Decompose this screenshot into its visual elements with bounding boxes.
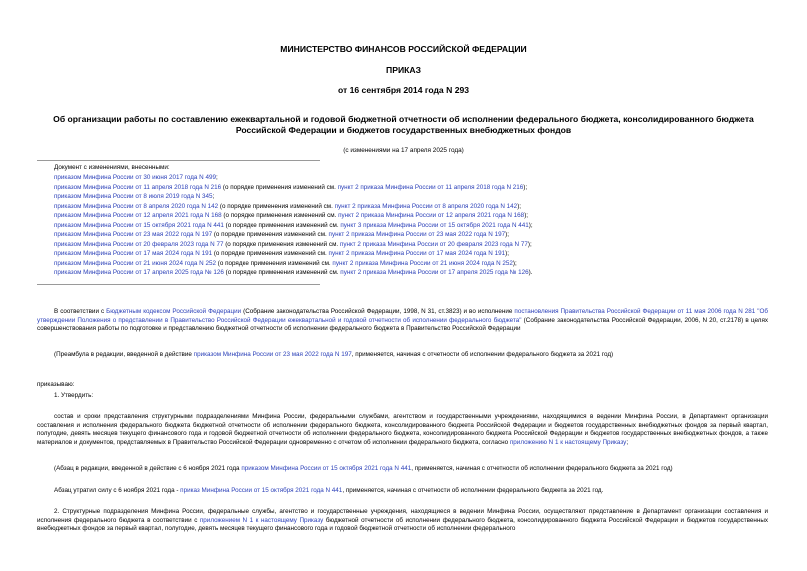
order-441-repeal-link[interactable]: приказ Минфина России от 15 октября 2021 года N 441: [180, 487, 343, 494]
change-application-link[interactable]: пункт 2 приказа Минфина России от 23 мая 2022 года N 197: [328, 231, 506, 238]
order-197-link[interactable]: приказом Минфина России от 23 мая 2022 года N 197: [193, 351, 352, 358]
item-1-heading: 1. Утвердить:: [54, 392, 94, 399]
preamble-edit-note: (Преамбула в редакции, введенной в действие приказом Минфина России от 23 мая 2022 года N 197, применяется, начиная с отчетности об исполнении федерального бюджета за 2021 год): [54, 351, 614, 358]
preamble-paragraph: В соответствии с Бюджетным кодексом Российской Федерации (Собрание законодательства Российской Федерации, 1998, N 31, ст.3823) и во исполнение постановления Правительства Российской Федерации от 11 мая 2006 года N 281 "Об утверждении Положения о представлении в Правительство Российской Федерации ежеквартальной и годовой отчетности об исполнении федерального бюджета" (Собрание законодательства Российской Федерации, 2006, N 20, ст.2178) в целях совершенствования работы по подготовке и представлению бюджетной отчетности об исполнении федерального бюджета в Правительство Российской Федерации: [37, 308, 769, 333]
change-application-link[interactable]: пункт 2 приказа Минфина России от 20 февраля 2023 года N 77: [339, 240, 528, 248]
change-item: приказом Минфина России от 17 апреля 2025 года № 126 (о порядке применения изменений см. пункт 2 приказа Минфина России от 17 апреля 2025 года № 126).: [54, 269, 533, 276]
government-decree-link[interactable]: постановления Правительства Российской Федерации от 11 мая 2006 года N 281 "Об утверждении Положения о представлении в Правительство Российской Федерации ежеквартальной и годовой отчетности об исполнении федерального бюджета": [37, 308, 768, 324]
change-application-link[interactable]: пункт 2 приказа Минфина России от 11 апреля 2018 года N 216: [337, 183, 524, 191]
change-application-link[interactable]: пункт 2 приказа Минфина России от 21 июня 2024 года N 252: [332, 259, 513, 267]
divider-bottom: [37, 284, 320, 285]
order-word: приказываю:: [37, 381, 75, 388]
change-link[interactable]: приказом Минфина России от 15 октября 2021 года N 441: [54, 221, 224, 229]
change-link[interactable]: приказом Минфина России от 21 июня 2024 года N 252: [54, 259, 216, 267]
change-link[interactable]: приказом Минфина России от 12 апреля 2021 года N 168: [54, 212, 222, 219]
change-item: приказом Минфина России от 11 апреля 2018 года N 216 (о порядке применения изменений см. пункт 2 приказа Минфина России от 11 апреля 2018 года N 216);: [54, 183, 528, 191]
change-item: приказом Минфина России от 30 июня 2017 года N 499;: [54, 174, 218, 181]
order-441-link[interactable]: приказом Минфина России от 15 октября 2021 года N 441: [241, 465, 412, 472]
change-link[interactable]: приказом Минфина России от 17 апреля 2025 года № 126: [54, 269, 224, 276]
revision-note: (с изменениями на 17 апреля 2025 года): [343, 147, 464, 154]
change-item: приказом Минфина России от 17 мая 2024 года N 191 (о порядке применения изменений см. пункт 2 приказа Минфина России от 17 мая 2024 года N 191);: [54, 250, 509, 257]
change-item: приказом Минфина России от 23 мая 2022 года N 197 (о порядке применения изменений см. пункт 2 приказа Минфина России от 23 мая 2022 года N 197);: [54, 231, 509, 238]
change-application-link[interactable]: пункт 2 приказа Минфина России от 17 мая 2024 года N 191: [328, 250, 506, 257]
change-link[interactable]: приказом Минфина России от 8 июля 2019 года N 345: [54, 193, 213, 200]
change-link[interactable]: приказом Минфина России от 11 апреля 2018 года N 216: [54, 183, 222, 191]
change-item: приказом Минфина России от 8 апреля 2020 года N 142 (о порядке применения изменений см. пункт 2 приказа Минфина России от 8 апреля 2020 года N 142);: [54, 202, 522, 210]
doc-title-line-1: Об организации работы по составлению ежеквартальной и годовой бюджетной отчетности об исполнении федерального бюджета, консолидированного бюджета: [53, 114, 754, 124]
divider-top: [37, 160, 320, 161]
change-item: приказом Минфина России от 12 апреля 2021 года N 168 (о порядке применения изменений см. пункт 2 приказа Минфина России от 12 апреля 2021 года N 168);: [54, 212, 529, 219]
appendix-1-link-2[interactable]: приложением N 1 к настоящему Приказу: [199, 516, 324, 524]
change-application-link[interactable]: пункт 2 приказа Минфина России от 17 апреля 2025 года № 126: [340, 269, 529, 276]
changes-intro: Документ с изменениями, внесенными:: [54, 164, 170, 171]
change-link[interactable]: приказом Минфина России от 20 февраля 2023 года N 77: [54, 240, 224, 248]
change-link[interactable]: приказом Минфина России от 8 апреля 2020 года N 142: [54, 202, 219, 210]
item-1-edit-note: (Абзац в редакции, введенной в действие с 6 ноября 2021 года приказом Минфина России от 15 октября 2021 года N 441, применяется, начиная с отчетности об исполнении федерального бюджета за 2021 год): [54, 465, 673, 472]
appendix-1-link[interactable]: приложению N 1 к настоящему Приказу: [509, 438, 627, 446]
item-2-paragraph: 2. Структурные подразделения Минфина России, федеральные службы, агентство и государственные учреждения, находящиеся в ведении Минфина России, осуществляют представление в Департамент организации составления и исполнения федерального бюджета в соответствии с приложением N 1 к настоящему Приказу бюджетной отчетности об исполнении федерального бюджета, консолидированного бюджета Российской Федерации и бюджетов государственных внебюджетных фондов за первый квартал, полугодие, девять месяцев текущего финансового года и годовой бюджетной отчетности об исполнении федерального: [37, 508, 769, 533]
change-link[interactable]: приказом Минфина России от 30 июня 2017 года N 499: [54, 174, 216, 181]
change-application-link[interactable]: пункт 3 приказа Минфина России от 15 октября 2021 года N 441: [340, 221, 529, 229]
ministry-heading: МИНИСТЕРСТВО ФИНАНСОВ РОССИЙСКОЙ ФЕДЕРАЦИИ: [280, 44, 527, 54]
repealed-paragraph-note: Абзац утратил силу с 6 ноября 2021 года - приказ Минфина России от 15 октября 2021 года N 441, применяется, начиная с отчетности об исполнении федерального бюджета за 2021 год.: [54, 487, 604, 494]
budget-code-link[interactable]: Бюджетным кодексом Российской Федерации: [106, 308, 242, 315]
date-number-heading: от 16 сентября 2014 года N 293: [337, 85, 470, 95]
change-application-link[interactable]: пункт 2 приказа Минфина России от 8 апреля 2020 года N 142: [334, 202, 518, 210]
change-item: приказом Минфина России от 20 февраля 2023 года N 77 (о порядке применения изменений см. пункт 2 приказа Минфина России от 20 февраля 2023 года N 77);: [54, 240, 532, 248]
change-item: приказом Минфина России от 15 октября 2021 года N 441 (о порядке применения изменений см. пункт 3 приказа Минфина России от 15 октября 2021 года N 441);: [54, 221, 533, 229]
doc-title-line-2: Российской Федерации и бюджетов государственных внебюджетных фондов: [235, 125, 572, 135]
change-link[interactable]: приказом Минфина России от 23 мая 2022 года N 197: [54, 231, 213, 238]
change-item: приказом Минфина России от 8 июля 2019 года N 345;: [54, 193, 215, 200]
change-link[interactable]: приказом Минфина России от 17 мая 2024 года N 191: [54, 250, 213, 257]
change-application-link[interactable]: пункт 2 приказа Минфина России от 12 апреля 2021 года N 168: [338, 212, 525, 219]
doc-type-heading: ПРИКАЗ: [386, 65, 421, 75]
item-1-paragraph: состав и сроки представления структурными подразделениями Минфина России, федеральными службами, агентством и государственными учреждениями, находящимися в ведении Минфина России, в Департамент организации составления и исполнения федерального бюджета бюджетной отчетности об исполнении федерального бюджета, консолидированного бюджета Российской Федерации и бюджетов государственных внебюджетных фондов за первый квартал, полугодие, девять месяцев текущего финансового года и годовой бюджетной отчетности об исполнении федерального бюджета, консолидированного бюджета Российской Федерации и бюджетов государственных внебюджетных фондов, а также материалов и документов, представляемых в Правительство Российской Федерации одновременно с отчетом об исполнении федерального бюджета, согласно приложению N 1 к настоящему Приказу;: [37, 413, 768, 446]
change-item: приказом Минфина России от 21 июня 2024 года N 252 (о порядке применения изменений см. пункт 2 приказа Минфина России от 21 июня 2024 года N 252);: [54, 259, 517, 267]
